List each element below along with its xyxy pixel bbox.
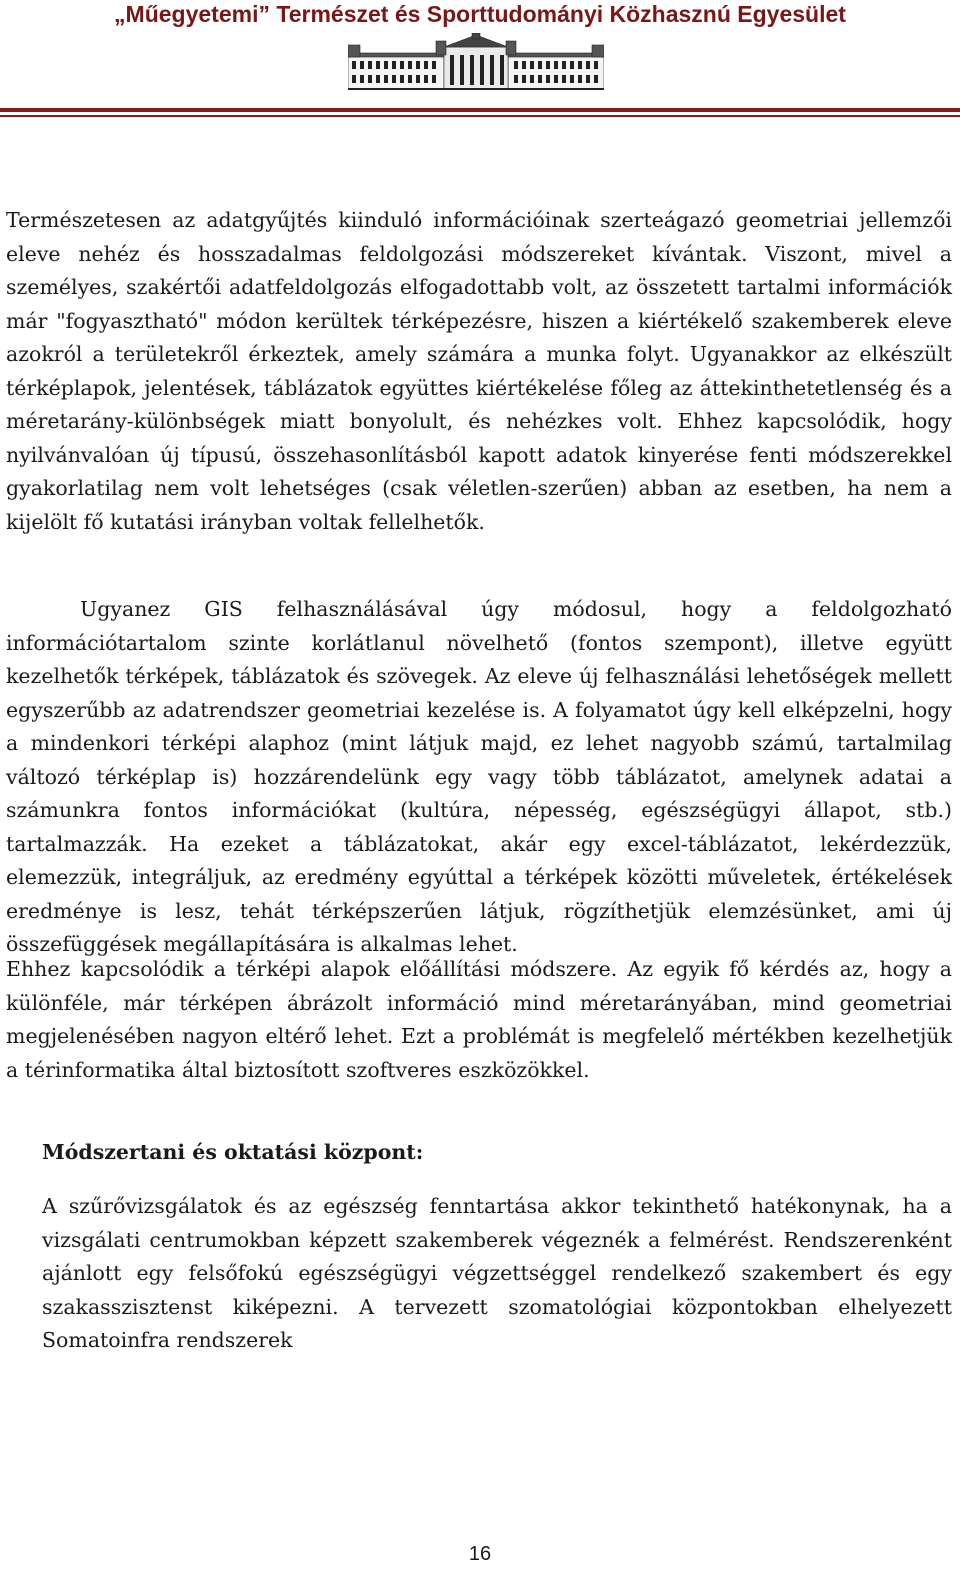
page-number: 16: [468, 1543, 492, 1565]
paragraph-map-base-methods: Ehhez kapcsolódik a térképi alapok előállítási módszere. Az egyik fő kérdés az, hogy a különféle, már térképen ábrázolt információ mind méretarányában, mind geometriai megjelenésében nagyon eltérő lehet. Ezt a problémát is megfelelő mértékben kezelhetjük a térinformatika által biztosított szoftveres eszközökkel.: [6, 957, 952, 1082]
university-building-logo: [348, 33, 604, 93]
header-divider-thick: [0, 108, 960, 112]
paragraph-screening-centers: A szűrővizsgálatok és az egészség fenntartása akkor tekinthető hatékonynak, ha a vizsgálati centrumokban képzett szakemberek végeznék a felmérést. Rendszerenként ajánlott egy felsőfokú egészségügyi végzettséggel rendelkező szakembert és egy szakasszisztenst kiképezni. A tervezett szomatológiai központokban elhelyezett Somatoinfra rendszerek: [42, 1194, 952, 1352]
header-divider-thin: [0, 115, 960, 117]
section-heading: Módszertani és oktatási központ:: [42, 1140, 424, 1164]
paragraph-gis-usage: Ugyanez GIS felhasználásával úgy módosul, hogy a feldolgozható információtartalom szinte korlátlanul növelhető (fontos szempont), illetve együtt kezelhetők térképek, táblázatok és szövegek. Az eleve új felhasználási lehetőségek mellett egyszerűbb az adatrendszer geometriai kezelése is. A folyamatot úgy kell elképzelni, hogy a mindenkori térképi alaphoz (mint látjuk majd, ez lehet nagyobb számú, tartalmilag változó térképlap is) hozzárendelünk egy vagy több táblázatot, amelynek adatai a számunkra fontos információkat (kultúra, népesség, egészségügyi állapot, stb.) tartalmazzák. Ha ezeket a táblázatokat, akár egy excel-táblázatot, lekérdezzük, elemezzük, integráljuk, az eredmény egyúttal a térképek közötti műveletek, értékelések eredménye is lesz, tehát térképszerűen látjuk, rögzíthetjük elemzésünket, ami új összefüggések megállapítására is alkalmas lehet.: [6, 597, 952, 956]
organization-title: „Műegyetemi” Természet és Sporttudományi Közhasznú Egyesület: [114, 1, 846, 27]
paragraph-data-collection: Természetesen az adatgyűjtés kiinduló információinak szerteágazó geometriai jellemzői eleve nehéz és hosszadalmas feldolgozási módszereket kívántak. Viszont, mivel a személyes, szakértői adatfeldolgozás elfogadottabb volt, az összetett tartalmi információk már "fogyasztható" módon kerültek térképezésre, hiszen a kiértékelő szakemberek eleve azokról a területekről érkeztek, amely számára a munka folyt. Ugyanakkor az elkészült térképlapok, jelentések, táblázatok együttes kiértékelése főleg az áttekinthetetlenség és a méretarány-különbségek miatt bonyolult, és nehézkes volt. Ehhez kapcsolódik, hogy nyilvánvalóan új típusú, összehasonlításból kapott adatok kinyerése fenti módszerekkel gyakorlatilag nem volt lehetséges (csak véletlen-szerűen) abban az esetben, ha nem a kijelölt fő kutatási irányban voltak fellelhetők.: [6, 208, 952, 534]
